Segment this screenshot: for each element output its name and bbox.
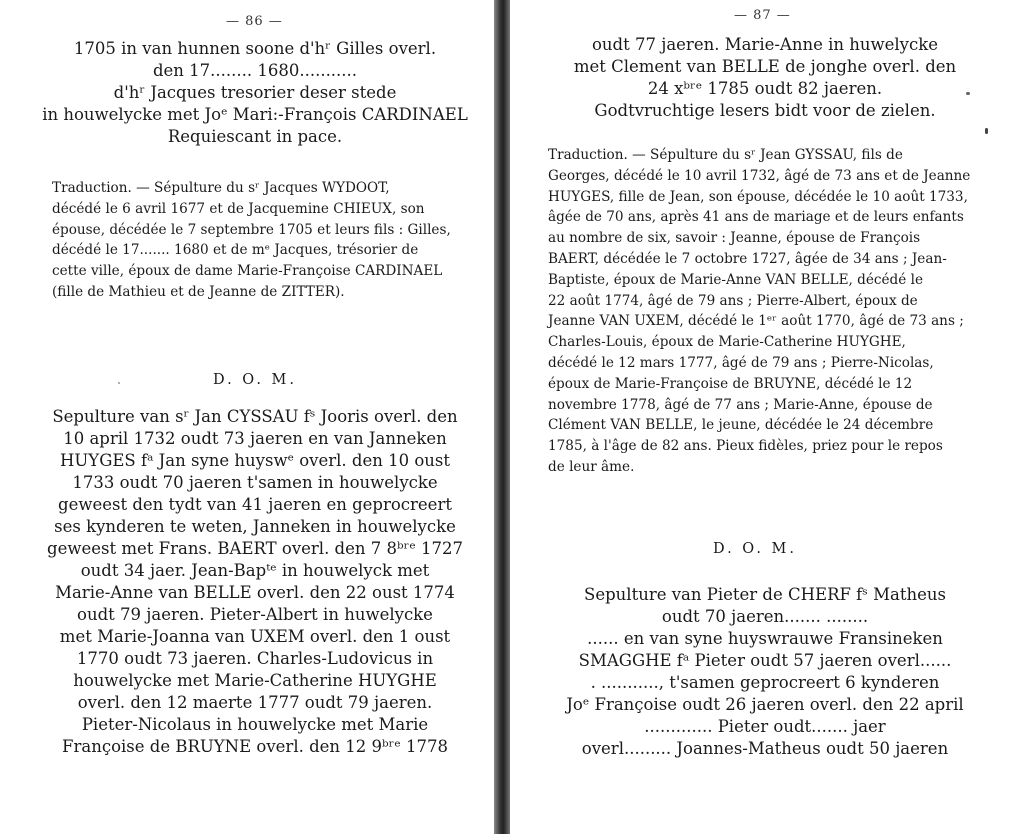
verse-line: oudt 77 jaeren. Marie-Anne in huwelycke [591, 35, 939, 54]
verse-line: ............. Pieter oudt....... jaer [644, 717, 886, 736]
translation-line: décédé le 12 mars 1777, âgé de 79 ans ; Pierre-Nicolas, [548, 354, 934, 371]
translation-line: de leur âme. [548, 458, 635, 475]
verse-line: SMAGGHE fᵃ Pieter oudt 57 jaeren overl...... [578, 651, 952, 670]
dom-heading: D. O. M. [212, 372, 298, 388]
verse-line: geweest den tydt van 41 jaeren en geprocreert [58, 495, 452, 514]
translation-line: au nombre de six, savoir : Jeanne, épouse de François [548, 230, 921, 247]
translation-line: Clément VAN BELLE, le jeune, décédée le 24 décembre [548, 417, 934, 434]
page-number: — 87 — [734, 8, 791, 23]
book-gutter [494, 0, 510, 834]
verse-line: Joᵉ Françoise oudt 26 jaeren overl. den 22 april [566, 695, 964, 714]
translation-line: 22 août 1774, âgé de 79 ans ; Pierre-Albert, époux de [548, 292, 918, 309]
verse-line: Sepulture van sʳ Jan CYSSAU fˢ Jooris overl. den [52, 407, 458, 426]
verse-line: geweest met Frans. BAERT overl. den 7 8ᵇʳᵉ 1727 [47, 539, 463, 558]
verse-line: d'hʳ Jacques tresorier deser stede [113, 83, 397, 102]
verse-line: oudt 70 jaeren....... ........ [661, 607, 869, 626]
translation-line: âgée de 70 ans, après 41 ans de mariage et de leurs enfants [548, 209, 964, 226]
verse-line: oudt 34 jaer. Jean-Bapᵗᵉ in houwelyck met [80, 561, 430, 580]
translation-line: cette ville, époux de dame Marie-Françoise CARDINAEL [52, 263, 443, 280]
translation-line: Charles-Louis, époux de Marie-Catherine HUYGHE, [548, 334, 906, 351]
left-page [0, 0, 494, 834]
page-number: — 86 — [226, 14, 283, 29]
verse-line: overl. den 12 maerte 1777 oudt 79 jaeren. [77, 693, 433, 712]
verse-line: 1733 oudt 70 jaeren t'samen in houwelycke [72, 473, 438, 492]
dom-heading: D. O. M. [712, 541, 798, 557]
translation-line: (fille de Mathieu et de Jeanne de ZITTER). [52, 283, 345, 300]
translation-line: Traduction. — Sépulture du sʳ Jacques WYDOOT, [52, 180, 390, 196]
epitaph-inscription [20, 406, 490, 758]
translation-line: décédé le 6 avril 1677 et de Jacquemine CHIEUX, son [52, 200, 425, 217]
translation-line: époux de Marie-Françoise de BRUYNE, décédé le 12 [548, 375, 913, 392]
verse-line: met Clement van BELLE de jonghe overl. den [573, 57, 957, 76]
verse-line: 1705 in van hunnen soone d'hʳ Gilles overl. [73, 39, 437, 58]
verse-line: ses kynderen te weten, Janneken in houwelycke [54, 517, 456, 536]
verse-line: . ..........., t'samen geprocreert 6 kynderen [590, 673, 940, 692]
verse-line: overl......... Joannes-Matheus oudt 50 jaeren [581, 739, 949, 758]
verse-line: oudt 79 jaeren. Pieter-Albert in huwelycke [77, 605, 433, 624]
verse-line: 1770 oudt 73 jaeren. Charles-Ludovicus in [76, 649, 434, 668]
translation-line: Georges, décédé le 10 avril 1732, âgé de 73 ans et de Jeanne [548, 167, 971, 184]
verse-line: Requiescant in pace. [167, 127, 343, 146]
verse-line: Sepulture van Pieter de CHERF fˢ Matheus [584, 585, 946, 604]
epitaph-continuation [20, 38, 490, 148]
verse-line: Françoise de BRUYNE overl. den 12 9ᵇʳᵉ 1778 [62, 737, 448, 756]
verse-line: met Marie-Joanna van UXEM overl. den 1 oust [59, 627, 451, 646]
translation-paragraph [52, 178, 466, 303]
verse-line: 24 xᵇʳᵉ 1785 oudt 82 jaeren. [647, 79, 883, 98]
translation-line: novembre 1778, âgé de 77 ans ; Marie-Anne, épouse de [548, 396, 933, 413]
translation-line: HUYGES, fille de Jean, son épouse, décédée le 10 août 1733, [548, 188, 968, 205]
translation-line: épouse, décédée le 7 septembre 1705 et leurs fils : Gilles, [52, 221, 451, 238]
paper-speck [985, 128, 988, 134]
verse-line: Marie-Anne van BELLE overl. den 22 oust 1774 [55, 583, 455, 602]
translation-line: Jeanne VAN UXEM, décédé le 1ᵉʳ août 1770, âgé de 73 ans ; [548, 313, 964, 330]
verse-line: Pieter-Nicolaus in houwelycke met Marie [81, 715, 429, 734]
translation-line: Traduction. — Sépulture du sʳ Jean GYSSAU, fils de [548, 147, 903, 163]
translation-paragraph [548, 145, 971, 478]
translation-line: 1785, à l'âge de 82 ans. Pieux fidèles, priez pour le repos [548, 438, 943, 455]
right-page [510, 0, 1024, 834]
verse-line: in houwelycke met Joᵉ Mari:-François CARDINAEL [42, 105, 468, 124]
verse-line: ...... en van syne huyswrauwe Fransineken [587, 629, 943, 648]
epitaph-continuation [530, 34, 1000, 122]
verse-line: Godtvruchtige lesers bidt voor de zielen. [594, 101, 936, 120]
verse-line: 10 april 1732 oudt 73 jaeren en van Janneken [63, 429, 447, 448]
paper-speck [966, 92, 970, 95]
verse-line: HUYGES fᵃ Jan syne huyswᵉ overl. den 10 oust [60, 451, 450, 470]
translation-line: décédé le 17....... 1680 et de mᵉ Jacques, trésorier de [52, 242, 419, 259]
translation-line: Baptiste, époux de Marie-Anne VAN BELLE, décédé le [548, 271, 923, 288]
translation-line: BAERT, décédée le 7 octobre 1727, âgée de 34 ans ; Jean- [548, 250, 947, 267]
verse-line: den 17........ 1680........... [152, 61, 358, 80]
verse-line: houwelycke met Marie-Catherine HUYGHE [73, 671, 437, 690]
paper-speck [118, 382, 120, 384]
epitaph-inscription [520, 584, 1010, 760]
